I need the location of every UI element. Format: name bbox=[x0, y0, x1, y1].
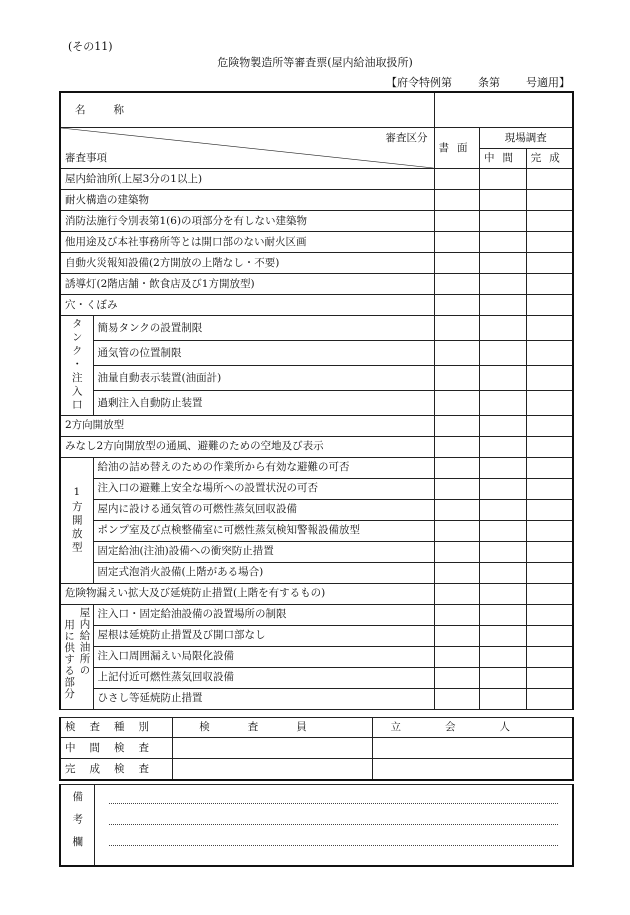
group-label: 1方開放型 bbox=[60, 457, 93, 583]
complete-check-cell[interactable] bbox=[526, 232, 573, 253]
table-row bbox=[60, 541, 573, 562]
interim-check-cell[interactable] bbox=[479, 436, 526, 457]
interim-check-cell[interactable] bbox=[479, 365, 526, 390]
document-check-cell[interactable] bbox=[434, 667, 479, 688]
document-title: 危険物製造所等審査票(屋内給油取扱所) bbox=[217, 56, 413, 69]
complete-check-cell[interactable] bbox=[526, 478, 573, 499]
document-check-cell[interactable] bbox=[434, 365, 479, 390]
interim-check-cell[interactable] bbox=[479, 390, 526, 415]
category-label: 審査区分 bbox=[385, 132, 428, 144]
document-check-cell[interactable] bbox=[434, 604, 479, 625]
header-diagonal-cell bbox=[60, 128, 434, 169]
table-row bbox=[60, 274, 573, 295]
item-label: 屋内給油所(上屋3分の1以上) bbox=[60, 169, 434, 190]
interim-check-cell[interactable] bbox=[479, 415, 526, 436]
document-check-cell[interactable] bbox=[434, 190, 479, 211]
complete-check-cell[interactable] bbox=[526, 295, 573, 316]
interim-check-cell[interactable] bbox=[479, 253, 526, 274]
interim-check-cell[interactable] bbox=[479, 316, 526, 341]
item-label: 他用途及び本社事務所等とは開口部のない耐火区画 bbox=[60, 232, 434, 253]
complete-inspection-label-cell bbox=[60, 759, 172, 780]
witness-label: 立会人 bbox=[390, 721, 554, 734]
item-label: 危険物漏えい拡大及び延焼防止措置(上階を有するもの) bbox=[60, 583, 434, 604]
item-label: 過剰注入自動防止装置 bbox=[93, 390, 434, 415]
inspection-table bbox=[59, 91, 574, 710]
witness-header bbox=[372, 718, 573, 738]
complete-inspector-cell[interactable] bbox=[172, 759, 372, 780]
document-check-cell[interactable] bbox=[434, 415, 479, 436]
interim-check-cell[interactable] bbox=[479, 604, 526, 625]
complete-check-cell[interactable] bbox=[526, 390, 573, 415]
ordinance-article: 条第 bbox=[478, 76, 500, 89]
interim-check-cell[interactable] bbox=[479, 457, 526, 478]
group-label bbox=[60, 604, 93, 709]
document-check-cell[interactable] bbox=[434, 274, 479, 295]
complete-check-cell[interactable] bbox=[526, 169, 573, 190]
table-row bbox=[60, 646, 573, 667]
name-label-cell bbox=[60, 92, 434, 128]
document-check-cell[interactable] bbox=[434, 253, 479, 274]
document-check-cell[interactable] bbox=[434, 520, 479, 541]
document-check-cell[interactable] bbox=[434, 436, 479, 457]
diagonal-line bbox=[61, 128, 434, 168]
name-value-cell[interactable] bbox=[434, 92, 573, 128]
complete-check-cell[interactable] bbox=[526, 211, 573, 232]
item-label: 油量自動表示装置(油面計) bbox=[93, 365, 434, 390]
document-check-cell[interactable] bbox=[434, 457, 479, 478]
group-label-line-2: 用に供する部分 bbox=[63, 618, 76, 699]
field-header bbox=[479, 128, 573, 149]
inspector-header bbox=[172, 718, 372, 738]
item-label: 消防法施行令別表第1(6)の項部分を有しない建築物 bbox=[60, 211, 434, 232]
table-row bbox=[60, 295, 573, 316]
table-row bbox=[60, 253, 573, 274]
complete-check-cell[interactable] bbox=[526, 499, 573, 520]
item-label: 穴・くぼみ bbox=[60, 295, 434, 316]
complete-check-cell[interactable] bbox=[526, 562, 573, 583]
interim-check-cell[interactable] bbox=[479, 562, 526, 583]
ordinance-open: 【府令特例第 bbox=[386, 76, 452, 89]
complete-check-cell[interactable] bbox=[526, 436, 573, 457]
interim-check-cell[interactable] bbox=[479, 340, 526, 365]
type-header bbox=[60, 718, 172, 738]
complete-check-cell[interactable] bbox=[526, 457, 573, 478]
item-label: 屋根は延焼防止措置及び開口部なし bbox=[93, 625, 434, 646]
item-label: 通気管の位置制限 bbox=[93, 340, 434, 365]
complete-check-cell[interactable] bbox=[526, 625, 573, 646]
item-label: 固定式泡消火設備(上階がある場合) bbox=[93, 562, 434, 583]
table-row bbox=[60, 499, 573, 520]
item-label: 耐火構造の建築物 bbox=[60, 190, 434, 211]
complete-check-cell[interactable] bbox=[526, 415, 573, 436]
complete-check-cell[interactable] bbox=[526, 190, 573, 211]
table-row bbox=[60, 583, 573, 604]
complete-check-cell[interactable] bbox=[526, 253, 573, 274]
complete-check-cell[interactable] bbox=[526, 520, 573, 541]
interim-label: 中間 bbox=[484, 152, 521, 165]
complete-check-cell[interactable] bbox=[526, 604, 573, 625]
remarks-line bbox=[109, 824, 559, 825]
complete-label: 完成 bbox=[530, 152, 568, 165]
table-row bbox=[60, 604, 573, 625]
name-label: 名称 bbox=[75, 103, 152, 116]
table-row bbox=[60, 667, 573, 688]
document-check-cell[interactable] bbox=[434, 541, 479, 562]
table-row bbox=[60, 415, 573, 436]
document-check-cell[interactable] bbox=[434, 583, 479, 604]
table-row bbox=[60, 340, 573, 365]
complete-check-cell[interactable] bbox=[526, 541, 573, 562]
interim-check-cell[interactable] bbox=[479, 520, 526, 541]
interim-witness-cell[interactable] bbox=[372, 738, 573, 759]
item-label: ひさし等延焼防止措置 bbox=[93, 688, 434, 709]
field-label: 現場調査 bbox=[504, 131, 547, 144]
item-label: 上記付近可燃性蒸気回収設備 bbox=[93, 667, 434, 688]
group-label-line-1: 屋内給油所の bbox=[78, 606, 91, 676]
interim-check-cell[interactable] bbox=[479, 667, 526, 688]
table-row bbox=[60, 211, 573, 232]
interim-inspection-label-cell bbox=[60, 738, 172, 759]
complete-check-cell[interactable] bbox=[526, 365, 573, 390]
remarks-line bbox=[109, 803, 559, 804]
complete-header bbox=[526, 149, 573, 169]
document-check-cell[interactable] bbox=[434, 232, 479, 253]
complete-inspection-label: 完成検査 bbox=[65, 762, 163, 775]
item-label: 屋内に設ける通気管の可燃性蒸気回収設備 bbox=[93, 499, 434, 520]
item-label: 2方向開放型 bbox=[60, 415, 434, 436]
document-check-cell[interactable] bbox=[434, 646, 479, 667]
item-label: 固定給油(注油)設備への衝突防止措置 bbox=[93, 541, 434, 562]
group-label: タンク・注入口 bbox=[60, 316, 93, 416]
table-row bbox=[60, 436, 573, 457]
item-label: みなし2方向開放型の通風、避難のための空地及び表示 bbox=[60, 436, 434, 457]
document-check-cell[interactable] bbox=[434, 211, 479, 232]
document-check-cell[interactable] bbox=[434, 499, 479, 520]
table-row bbox=[60, 232, 573, 253]
interim-check-cell[interactable] bbox=[479, 688, 526, 709]
document-label: 書面 bbox=[438, 141, 476, 154]
document-check-cell[interactable] bbox=[434, 390, 479, 415]
interim-check-cell[interactable] bbox=[479, 211, 526, 232]
complete-check-cell[interactable] bbox=[526, 274, 573, 295]
complete-check-cell[interactable] bbox=[526, 688, 573, 709]
inspection-record-table bbox=[59, 717, 574, 781]
document-check-cell[interactable] bbox=[434, 340, 479, 365]
document-check-cell[interactable] bbox=[434, 562, 479, 583]
document-header bbox=[434, 128, 479, 169]
table-row bbox=[60, 390, 573, 415]
interim-check-cell[interactable] bbox=[479, 583, 526, 604]
item-label: 審査事項 bbox=[65, 151, 107, 164]
item-label: 自動火災報知設備(2方開放の上階なし・不要) bbox=[60, 253, 434, 274]
complete-check-cell[interactable] bbox=[526, 316, 573, 341]
interim-check-cell[interactable] bbox=[479, 541, 526, 562]
interim-inspection-label: 中間検査 bbox=[65, 741, 163, 754]
document-check-cell[interactable] bbox=[434, 169, 479, 190]
table-row bbox=[60, 688, 573, 709]
sheet-number: (その11) bbox=[68, 40, 113, 53]
table-row bbox=[60, 316, 573, 341]
interim-check-cell[interactable] bbox=[479, 232, 526, 253]
item-label: 給油の詰め替えのための作業所から有効な避難の可否 bbox=[93, 457, 434, 478]
interim-check-cell[interactable] bbox=[479, 625, 526, 646]
item-label: 誘導灯(2階店舗・飲食店及び1方開放型) bbox=[60, 274, 434, 295]
interim-check-cell[interactable] bbox=[479, 274, 526, 295]
remarks-line bbox=[109, 845, 559, 846]
document-check-cell[interactable] bbox=[434, 625, 479, 646]
complete-check-cell[interactable] bbox=[526, 646, 573, 667]
interim-check-cell[interactable] bbox=[479, 478, 526, 499]
complete-witness-cell[interactable] bbox=[372, 759, 573, 780]
table-row bbox=[60, 478, 573, 499]
document-check-cell[interactable] bbox=[434, 295, 479, 316]
table-row bbox=[60, 520, 573, 541]
interim-check-cell[interactable] bbox=[479, 499, 526, 520]
remarks-table bbox=[59, 784, 574, 867]
item-label: ポンプ室及び点検整備室に可燃性蒸気検知警報設備放型 bbox=[93, 520, 434, 541]
complete-check-cell[interactable] bbox=[526, 667, 573, 688]
table-row bbox=[60, 562, 573, 583]
complete-check-cell[interactable] bbox=[526, 583, 573, 604]
table-row bbox=[60, 190, 573, 211]
type-label: 検査種別 bbox=[65, 721, 163, 734]
interim-inspector-cell[interactable] bbox=[172, 738, 372, 759]
table-row bbox=[60, 625, 573, 646]
document-check-cell[interactable] bbox=[434, 478, 479, 499]
interim-check-cell[interactable] bbox=[479, 169, 526, 190]
item-label: 注入口・固定給油設備の設置場所の制限 bbox=[93, 604, 434, 625]
document-check-cell[interactable] bbox=[434, 688, 479, 709]
interim-check-cell[interactable] bbox=[479, 646, 526, 667]
ordinance-close: 号適用】 bbox=[526, 76, 570, 89]
ordinance-reference bbox=[386, 74, 570, 90]
complete-check-cell[interactable] bbox=[526, 340, 573, 365]
item-label: 注入口周囲漏えい局限化設備 bbox=[93, 646, 434, 667]
interim-header bbox=[479, 149, 526, 169]
remarks-area[interactable] bbox=[94, 785, 573, 867]
table-row bbox=[60, 365, 573, 390]
interim-check-cell[interactable] bbox=[479, 190, 526, 211]
item-label: 注入口の避難上安全な場所への設置状況の可否 bbox=[93, 478, 434, 499]
remarks-label: 備考欄 bbox=[60, 785, 94, 867]
item-label: 簡易タンクの設置制限 bbox=[93, 316, 434, 341]
interim-check-cell[interactable] bbox=[479, 295, 526, 316]
document-check-cell[interactable] bbox=[434, 316, 479, 341]
table-row bbox=[60, 457, 573, 478]
inspector-label: 検査員 bbox=[199, 721, 345, 734]
table-row bbox=[60, 169, 573, 190]
